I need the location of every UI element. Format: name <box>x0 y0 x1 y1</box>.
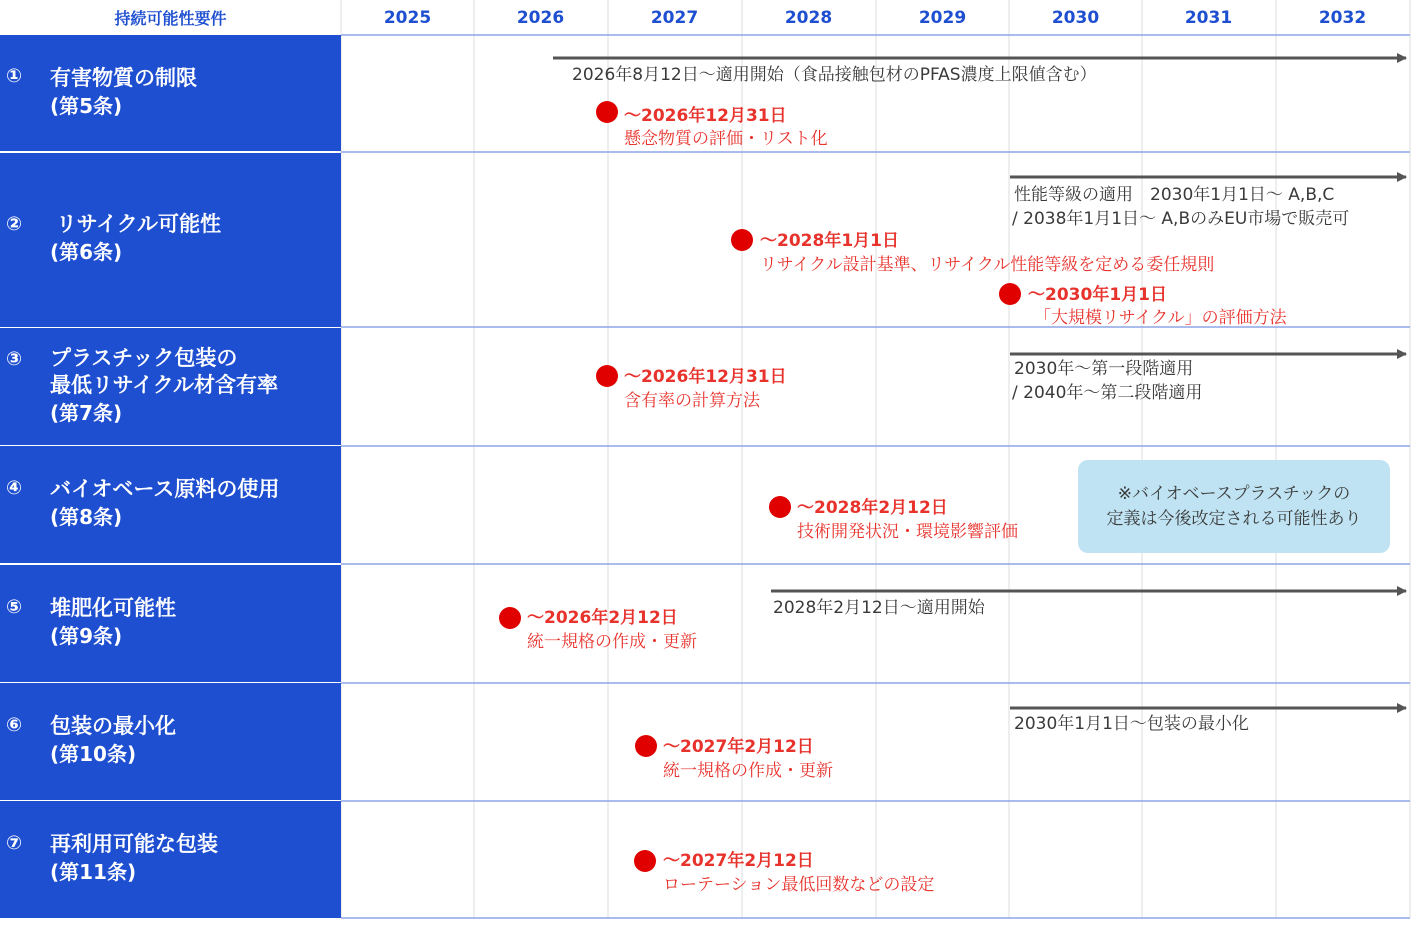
application-text: 2026年8月12日〜適用開始（食品接触包材のPFAS濃度上限値含む） <box>572 65 1097 85</box>
article-number: (第6条) <box>50 240 123 264</box>
milestone-dot <box>731 229 753 251</box>
application-text: 性能等級の適用 2030年1月1日〜 A,B,C <box>1014 185 1335 205</box>
requirement-name: 有害物質の制限 <box>50 66 197 90</box>
requirement-name: プラスチック包装の 最低リサイクル材含有率 <box>50 346 279 397</box>
requirement-name: 堆肥化可能性 <box>50 596 176 620</box>
requirement-name: バイオベース原料の使用 <box>50 477 280 501</box>
requirement-row-1-label <box>0 35 341 151</box>
year-2026: 2026 <box>516 7 565 28</box>
milestone-date: 〜2027年2月12日 <box>663 737 814 757</box>
application-text: 2028年2月12日〜適用開始 <box>773 598 985 618</box>
requirement-row-3-label <box>0 328 341 445</box>
year-2031: 2031 <box>1184 7 1233 28</box>
article-number: (第8条) <box>50 505 123 529</box>
requirement-name: 包装の最小化 <box>50 714 176 738</box>
milestone-dot <box>596 365 618 387</box>
requirement-row-6-label <box>0 683 341 800</box>
article-number: (第9条) <box>50 624 123 648</box>
requirement-row-4-label <box>0 446 341 563</box>
milestone-description: 「大規模リサイクル」の評価方法 <box>1034 308 1287 328</box>
year-2032: 2032 <box>1318 7 1367 28</box>
milestone-date: 〜2026年2月12日 <box>527 608 678 628</box>
milestone-date: 〜2030年1月1日 <box>1028 285 1167 305</box>
row-number: ⑤ <box>6 596 23 618</box>
requirement-row-2-label <box>0 153 341 327</box>
milestone-dot <box>634 850 656 872</box>
row-number: ⑥ <box>6 714 23 736</box>
milestone-dot <box>499 607 521 629</box>
article-number: (第7条) <box>50 401 123 425</box>
milestone-date: 〜2027年2月12日 <box>663 851 814 871</box>
requirement-row-7-label <box>0 801 341 918</box>
milestone-dot <box>635 735 657 757</box>
row-number: ⑦ <box>6 832 23 854</box>
note-box <box>1078 460 1390 553</box>
year-2025: 2025 <box>383 7 432 28</box>
milestone-description: 統一規格の作成・更新 <box>527 632 697 652</box>
milestone-description: 統一規格の作成・更新 <box>663 761 833 781</box>
note-text: ※バイオベースプラスチックの <box>1117 483 1351 504</box>
application-text: 2030年1月1日〜包装の最小化 <box>1014 714 1249 734</box>
requirement-name: 再利用可能な包装 <box>50 832 218 856</box>
milestone-description: 含有率の計算方法 <box>624 391 760 411</box>
row-number: ② <box>6 213 23 235</box>
milestone-date: 〜2028年1月1日 <box>760 231 899 251</box>
row-number: ① <box>6 65 23 87</box>
milestone-description: リサイクル設計基準、リサイクル性能等級を定める委任規則 <box>760 255 1215 275</box>
header-requirements: 持続可能性要件 <box>114 9 227 28</box>
article-number: (第11条) <box>50 860 137 884</box>
milestone-date: 〜2026年12月31日 <box>624 367 787 387</box>
application-text: / 2040年〜第二段階適用 <box>1012 383 1203 403</box>
requirement-row-5-label <box>0 565 341 682</box>
article-number: (第5条) <box>50 94 123 118</box>
application-text: / 2038年1月1日〜 A,BのみEU市場で販売可 <box>1012 209 1350 229</box>
row-number: ③ <box>6 348 23 370</box>
year-2027: 2027 <box>650 7 699 28</box>
milestone-description: ローテーション最低回数などの設定 <box>663 875 935 895</box>
milestone-description: 技術開発状況・環境影響評価 <box>797 522 1018 542</box>
milestone-description: 懸念物質の評価・リスト化 <box>624 129 828 149</box>
milestone-date: 〜2026年12月31日 <box>624 106 787 126</box>
milestone-dot <box>769 496 791 518</box>
requirement-name: リサイクル可能性 <box>56 212 222 236</box>
milestone-date: 〜2028年2月12日 <box>797 498 948 518</box>
note-text: 定義は今後改定される可能性あり <box>1106 508 1362 529</box>
row-number: ④ <box>6 477 23 499</box>
milestone-dot <box>999 283 1021 305</box>
milestone-dot <box>596 101 618 123</box>
year-2029: 2029 <box>918 7 967 28</box>
application-text: 2030年〜第一段階適用 <box>1014 359 1194 379</box>
article-number: (第10条) <box>50 742 137 766</box>
year-2030: 2030 <box>1051 7 1100 28</box>
year-2028: 2028 <box>784 7 833 28</box>
